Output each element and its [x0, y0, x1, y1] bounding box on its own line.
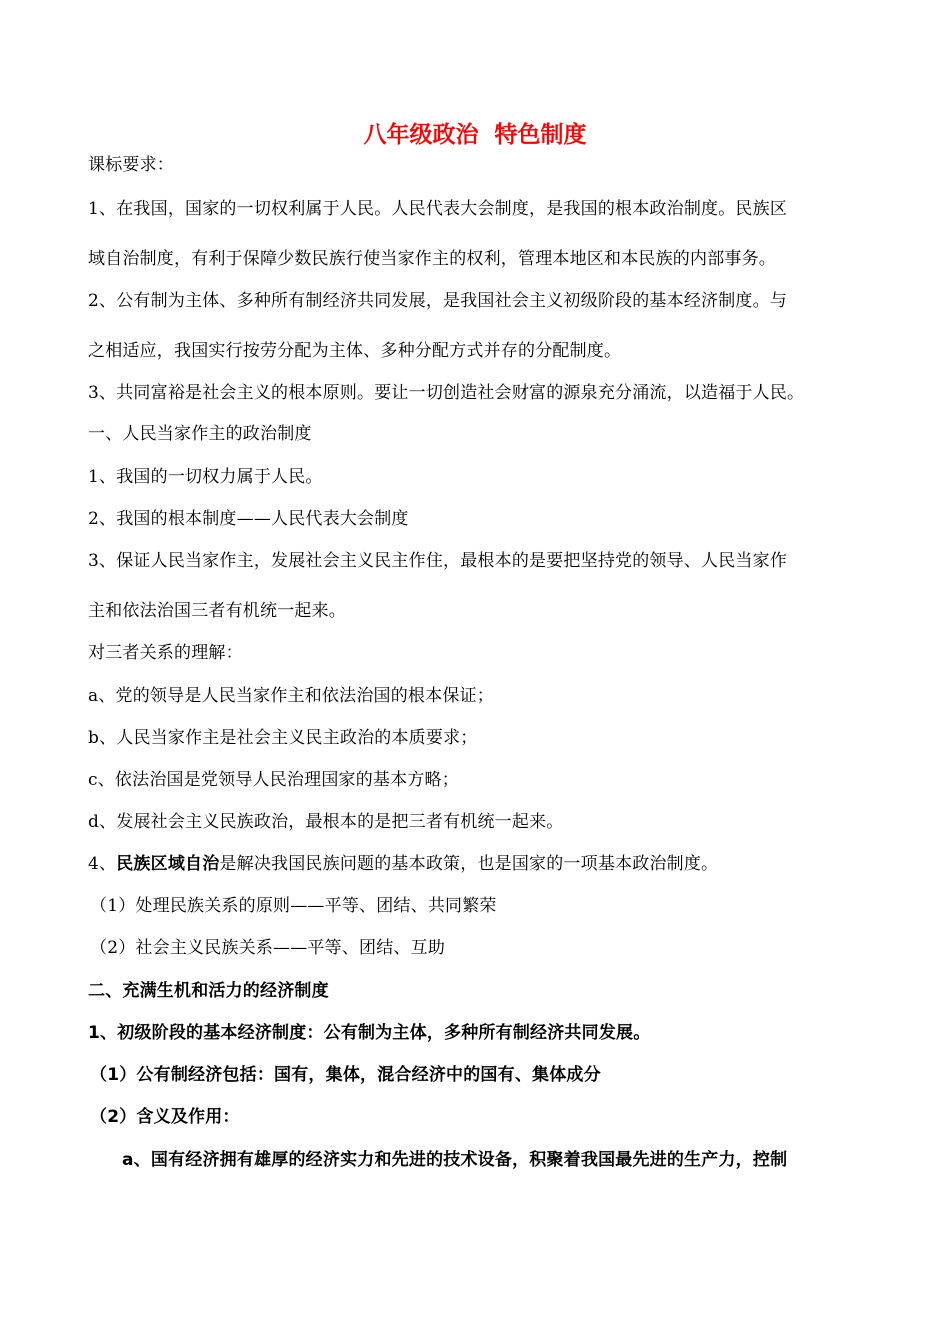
- line4-bold: 民族区域自治: [116, 854, 220, 874]
- paragraph-line: 课标要求：: [88, 155, 174, 175]
- section-heading: 二、充满生机和活力的经济制度: [88, 981, 329, 1001]
- document-title: 八年级政治 特色制度: [363, 122, 587, 148]
- paragraph-line: 1、我国的一切权力属于人民。: [88, 467, 323, 487]
- bold-list-item: （1）公有制经济包括：国有，集体，混合经济中的国有、集体成分: [90, 1065, 601, 1085]
- paragraph-line: 3、保证人民当家作主，发展社会主义民主作住，最根本的是要把坚持党的领导、人民当家作: [88, 551, 788, 571]
- bold-paragraph-line: 1、初级阶段的基本经济制度：公有制为主体，多种所有制经济共同发展。: [88, 1023, 651, 1043]
- paragraph-line: 2、公有制为主体、多种所有制经济共同发展，是我国社会主义初级阶段的基本经济制度。与: [88, 291, 788, 311]
- list-item: c、依法治国是党领导人民治理国家的基本方略；: [88, 770, 459, 790]
- list-item: （2）社会主义民族关系——平等、团结、互助: [90, 938, 446, 958]
- paragraph-line: 域自治制度，有利于保障少数民族行使当家作主的权利，管理本地区和本民族的内部事务。: [88, 249, 776, 269]
- paragraph-line: 对三者关系的理解：: [88, 643, 243, 663]
- list-item: （1）处理民族关系的原则——平等、团结、共同繁荣: [90, 896, 497, 916]
- paragraph-line: 之相适应，我国实行按劳分配为主体、多种分配方式并存的分配制度。: [88, 341, 622, 361]
- list-item: d、发展社会主义民族政治，最根本的是把三者有机统一起来。: [88, 812, 564, 832]
- paragraph-line: 1、在我国，国家的一切权利属于人民。人民代表大会制度，是我国的根本政治制度。民族区: [88, 199, 788, 219]
- paragraph-line: 2、我国的根本制度——人民代表大会制度: [88, 509, 409, 529]
- list-item: b、人民当家作主是社会主义民主政治的本质要求；: [88, 728, 478, 748]
- bold-list-item: a、国有经济拥有雄厚的经济实力和先进的技术设备，积聚着我国最先进的生产力，控制: [122, 1150, 788, 1170]
- paragraph-line: 主和依法治国三者有机统一起来。: [88, 601, 346, 621]
- line4-prefix: 4、: [88, 854, 117, 874]
- list-item: a、党的领导是人民当家作主和依法治国的根本保证；: [88, 686, 494, 706]
- section-heading: 一、人民当家作主的政治制度: [88, 424, 312, 444]
- line4-rest: 是解决我国民族问题的基本政策，也是国家的一项基本政治制度。: [219, 854, 719, 874]
- bold-list-item: （2）含义及作用：: [90, 1107, 240, 1127]
- paragraph-line: 3、共同富裕是社会主义的根本原则。要让一切创造社会财富的源泉充分涌流，以造福于人民。: [88, 383, 805, 403]
- paragraph-line-4: [88, 852, 718, 876]
